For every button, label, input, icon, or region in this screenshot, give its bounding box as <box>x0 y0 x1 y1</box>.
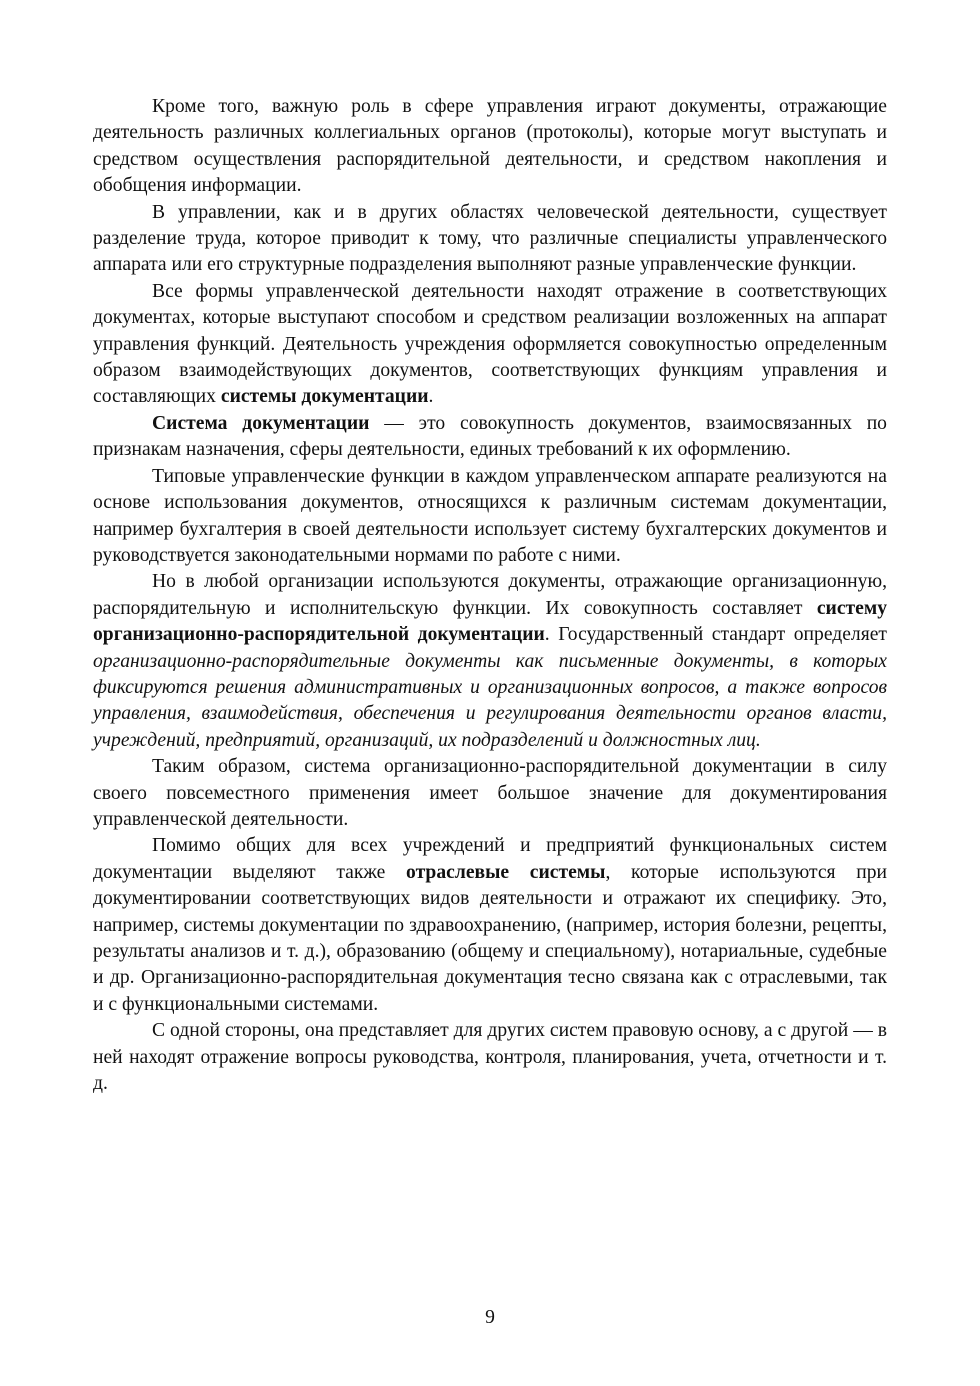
paragraph-6-text: Но в любой организации используются документы, отражающие организационную, распорядительную и исполнительскую функции. Их совокупность составляет <box>93 571 887 619</box>
paragraph-5-text: Типовые управленческие функции в каждом управленческом аппарате реализуются на основе использования документов, относящихся к различным системам документации, например бухгалтерия в своей деятельности использует систему бухгалтерских документов и руководствуется законодательными нормами по работе с ними. <box>93 465 887 566</box>
term-ord-system: систему организационно-распорядительной документации <box>93 597 887 646</box>
page-number: 9 <box>485 1307 495 1328</box>
paragraph-1 <box>93 94 887 200</box>
paragraph-4 <box>93 411 887 464</box>
paragraph-2 <box>93 200 887 279</box>
term-industry-systems: отраслевые системы <box>406 861 606 883</box>
paragraph-4-text: — это совокупность документов, взаимосвязанных по признакам назначения, сферы деятельности, единых требований к их оформлению. <box>93 412 887 461</box>
paragraph-8-end: , которые используются при документировании соответствующих видов деятельности и отражают их специфику. Это, например, системы документации по здравоохранению, (например, история болезни, рецепты, результаты анализов и т. д.), образованию (общему и специальному), нотариальные, судебные и др. Организационно-распорядительная документация тесно связана как с отраслевыми, так и с функциональными системами. <box>93 861 888 1015</box>
paragraph-5 <box>93 464 887 570</box>
term-documentation-systems: системы документации <box>220 386 429 408</box>
paragraph-1-text: Кроме того, важную роль в сфере управления играют документы, отражающие деятельность различных коллегиальных органов (протоколы), которые могут выступать и средством осуществления распорядительной деятельности, и средством накопления и обобщения информации. <box>93 96 887 197</box>
paragraph-7 <box>93 754 887 833</box>
paragraph-3-end: . <box>428 386 434 408</box>
page-body <box>93 94 887 1097</box>
standard-definition: организационно-распорядительные документы как письменные документы, в которых фиксируются решения административных и организационных вопросов, а также вопросов управления, взаимодействия, обеспечения и регулирования деятельности органов власти, учреждений, предприятий, организаций, их подразделений и должностных лиц. <box>93 650 887 751</box>
paragraph-8 <box>93 833 887 1018</box>
paragraph-7-text: Таким образом, система организационно-распорядительной документации в силу своего повсеместного применения имеет большое значение для документирования управленческой деятельности. <box>93 756 887 830</box>
paragraph-6-middle: . Государственный стандарт определяет <box>544 624 887 646</box>
paragraph-6 <box>93 569 887 754</box>
term-documentation-system: Система документации <box>152 412 370 434</box>
paragraph-8-text: Помимо общих для всех учреждений и предприятий функциональных систем документации выделяют также <box>93 835 887 883</box>
paragraph-3 <box>93 279 887 411</box>
paragraph-2-text: В управлении, как и в других областях человеческой деятельности, существует разделение труда, которое приводит к тому, что различные специалисты управленческого аппарата или его структурные подразделения выполняют разные управленческие функции. <box>93 201 887 276</box>
paragraph-9-text: С одной стороны, она представляет для других систем правовую основу, а с другой — в ней находят отражение вопросы руководства, контроля, планирования, учета, отчетности и т. д. <box>93 1020 887 1095</box>
paragraph-3-text: Все формы управленческой деятельности находят отражение в соответствующих документах, которые выступают способом и средством реализации возложенных на аппарат управления функций. Деятельность учреждения оформляется совокупностью определенным образом взаимодействующих документов, соответствующих функциям управления и составляющих <box>93 280 887 408</box>
paragraph-9 <box>93 1018 887 1097</box>
